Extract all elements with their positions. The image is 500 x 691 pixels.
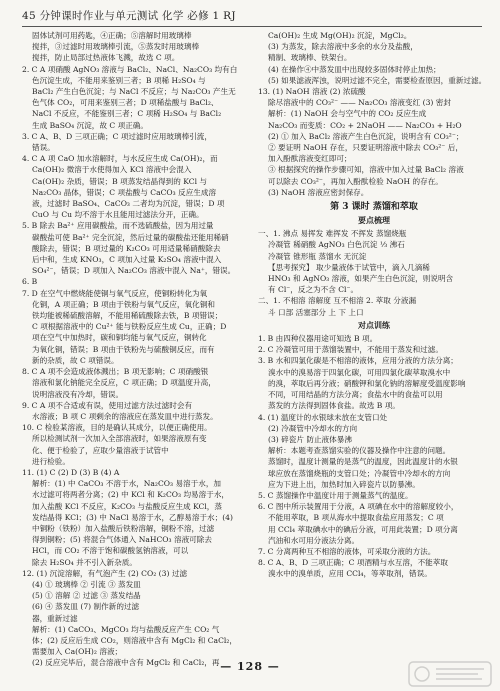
left-column-line: 3. C A、B、D 三项正确；C 项过滤时应用玻璃棒引流， <box>22 131 212 141</box>
key-point-line: 斗 口部 活塞部分 上 下 上口 <box>268 307 364 317</box>
right-column-line: 解析：(1) NaOH 会与空气中的 CO₂ 反应生成 <box>268 109 427 119</box>
key-point-line: 冷凝管 稀硝酸 AgNO₃ 白色沉淀 ⅓ 沸石 <box>268 240 405 250</box>
left-column-line: 10. C 检验某溶液，目的是确认其成分，以便正确使用。 <box>22 423 212 433</box>
right-column-line: ② 要证明 NaOH 存在，只要证明溶液中除去 CO₃²⁻ 后， <box>268 143 463 153</box>
left-column-line: 新的杂质，故 C 项错误。 <box>32 355 119 365</box>
left-column-line: CuO 与 Cu 均不溶于水且能用过滤法分开，正确。 <box>32 210 204 220</box>
left-column-line: 解析：(1) 中 CaCO₃ 不溶于水，Na₂CO₃ 易溶于水，加 <box>32 479 222 489</box>
page-header <box>22 8 482 27</box>
training-line: 8. C A、B、D 三项正确；C 项酒精与水互溶，不能萃取 <box>258 558 448 568</box>
key-point-line: 有 Cl⁻，反之为不含 Cl⁻。 <box>268 285 359 295</box>
right-column-line: (2) ① 加入 BaCl₂ 溶液产生白色沉淀，说明含有 CO₃²⁻； <box>268 131 464 141</box>
right-column-line: 精制、玻璃棒、铁架台。 <box>268 53 352 63</box>
left-column-line: 化、便于检验了，应取少量溶液于试管中 <box>32 445 169 455</box>
left-column-line: (4) ① 玻璃棒 ② 引流 ③ 蒸发皿 <box>32 579 141 589</box>
training-line: 不同，可用结晶的方法分离；食盐水中的食盐可以用 <box>268 390 443 400</box>
page-number: — 128 — <box>220 660 280 673</box>
training-line: (2) 冷凝管中冷却水的方向 <box>268 423 358 433</box>
left-column-line: 9. C A 项不合适或有误，使用过滤方法过滤时会有 <box>22 400 193 410</box>
training-line: 汽油和水可用分液法分离。 <box>268 535 360 545</box>
training-line: 解析：本题考查蒸馏实验的仪器及操作中注意的问题。 <box>268 446 451 456</box>
left-column-line: Ca(OH)₂ 杂质，错误；B 项蒸发结晶得到的 KCl 与 <box>32 176 208 186</box>
key-point-line: 冷凝管 锥形瓶 蒸馏水 无沉淀 <box>268 251 367 261</box>
section-subtitle-key-points: 要点梳理 <box>358 215 390 226</box>
left-column-line: 项在空气中加热时，碳和铜均能与氧气反应，铜转化 <box>32 333 207 343</box>
left-column-line: 搅拌，防止局部过热液体飞溅，故选 C 项。 <box>32 53 180 63</box>
right-column-line: (4) 在操作④中蒸发皿中出现较多固体时停止加热； <box>268 64 441 74</box>
left-column-line: 色沉淀生成，不能用来鉴别三者；B 项稀 H₂SO₄ 与 <box>32 75 206 85</box>
left-column-line: 碳酸盐可使 Ba²⁺ 完全沉淀，然后过量的碳酸盐还能用稀硝 <box>32 232 229 242</box>
left-column-line: 中铜粉（铁粉）加入盐酸后铁粉溶解，铜粉不溶，过滤 <box>32 523 215 533</box>
left-column-line: 得到铜粉；(5) 将混合气体通入 NaHCO₃ 溶液可除去 <box>32 535 212 545</box>
training-line: 2. C 冷凝管可用于蒸馏装置中，不能用于蒸发和过滤。 <box>258 345 443 355</box>
right-column-line: 除尽溶液中的 CO₃²⁻ —— Na₂CO₃ 溶液变红 (3) 密封 <box>268 98 451 108</box>
right-column-line: 13. (1) NaOH 溶液 (2) 浓硫酸 <box>258 87 366 97</box>
section-title: 第 3 课时 蒸馏和萃取 <box>330 202 418 213</box>
key-point-line: 【思考探究】 取少量液体于试管中，滴入几滴稀 <box>268 262 430 272</box>
left-column-line: 为氧化铜，错误；B 项由于铁粉先与硫酸铜反应，而有 <box>32 344 215 354</box>
training-line: 的溴，萃取后再分液；硝酸钾和氯化钠的溶解度受温度影响 <box>268 378 466 388</box>
left-column-line: HCl，而 CO₂ 不溶于饱和碳酸氢钠溶液，可以 <box>32 546 189 556</box>
left-column-line: 后中和，生成 KNO₃，C 项加入过量 K₂SO₄ 溶液中混入 <box>32 255 222 265</box>
training-line: 用 CCl₄ 萃取碘水中的碘后分液，可用此装置；D 项分离 <box>268 524 458 534</box>
left-column-line: 进行检验。 <box>32 456 70 466</box>
training-line: 球应放在蒸馏烧瓶的支管口处；冷凝管中冷却水的方向 <box>268 468 451 478</box>
right-column-line: ③ 根据探究的操作步骤可知，溶液中加入过量 BaCl₂ 溶液 <box>268 165 464 175</box>
left-column-line: 色气体 CO₂，可用来鉴别三者；D 项稀盐酸与 BaCl₂、 <box>32 98 219 108</box>
right-column-line: (5) 如果滤液浑浊，说明过滤不完全，需要检查原因，重新过滤。 <box>268 75 487 85</box>
training-line: 溴水中的溴单质，应用 CCl₄，等萃取剂，错误。 <box>268 569 432 579</box>
left-column-line: (2) 反应完毕后，混合溶液中含有 MgCl₂ 和 CaCl₂，再 <box>32 658 220 668</box>
right-column-answers <box>258 30 490 198</box>
left-column-line: 8. C A 项不会造成液体溅出；B 项无影响；C 项硝酸银 <box>22 367 209 377</box>
left-column <box>22 30 254 669</box>
left-column-line: 错误。 <box>32 143 55 153</box>
right-column-line: Ca(OH)₂ 生成 Mg(OH)₂ 沉淀，MgCl₂。 <box>268 31 412 40</box>
left-column-line: NaCl 不反应，不能鉴别三者；C 项稀 H₂SO₄ 与 BaCl₂ <box>32 109 222 119</box>
left-column-line: Na₂CO₃ 晶体，错误；C 项盐酸与 CaCO₃ 反应生成溶 <box>32 187 217 197</box>
left-column-line: 加入盐酸 KCl 不反应，K₂CO₃ 与盐酸反应生成 KCl，蒸 <box>32 501 222 511</box>
training-line: 溴水中的溴易溶于四氯化碳，可用四氯化碳萃取溴水中 <box>268 367 451 377</box>
left-column-line: 搅拌，③过滤时用玻璃棒引流，⑤蒸发时用玻璃棒 <box>32 42 200 52</box>
left-column-line: 器，重新过滤 <box>32 613 78 623</box>
left-column-line: 水溶液；B 项 C 项剩余的溶液应在蒸发皿中进行蒸发。 <box>32 411 218 421</box>
left-column-line: 5. B 除去 Ba²⁺ 应用碳酸盐，而不选硫酸盐，因为用过量 <box>22 221 214 231</box>
left-column-line: 2. C A 项硝酸 AgNO₃ 溶液与 BaCl₂、NaCl、Na₂CO₃ 均有白 <box>22 64 238 74</box>
left-column-line: 所以检测试剂一次加入全部溶液时，如果溶液原有变 <box>32 434 207 444</box>
left-column-line: 11. (1) C (2) D (3) B (4) A <box>22 467 120 477</box>
left-column-line: Ca(OH)₂ 微溶于水使得加入 KCl 溶液中会混入 <box>32 165 192 175</box>
left-column-line: 水过滤可将两者分离；(2) 中 KCl 和 K₂CO₃ 均易溶于水， <box>32 490 230 500</box>
training-line: 3. B 水和四氯化碳是不相溶的液体，应用分液的方法分离； <box>258 356 458 366</box>
left-column-line: 发结晶得 KCl；(3) 中 NaCl 易溶于水，乙醇易溶于水；(4) <box>32 512 233 522</box>
training-line: 蒸发的方法得到固体食盐。故选 B 项。 <box>268 401 400 411</box>
left-column-line: 除去 H₂SO₄ 并不引入新杂质。 <box>32 557 137 567</box>
left-column-line: 4. C A 项 CaO 加水溶解时，与水反应生成 Ca(OH)₂，而 <box>22 154 218 164</box>
watermark-logo-icon <box>408 661 492 687</box>
left-column-line: 固体试剂可用药匙，④正确；⑤溶解时用玻璃棒 <box>32 31 192 40</box>
training-line: 应为下进上出，加热时加入碎瓷片以防暴沸。 <box>268 479 420 489</box>
right-column-line: (3) NaOH 溶液应密封保存。 <box>268 187 369 197</box>
training-line: 6. C 图中所示装置用于分液，A 项碘在水中的溶解度较小， <box>258 502 459 512</box>
header-text: 45 分钟课时作业与单元测试 化学 必修 1 RJ <box>22 10 236 22</box>
training-line: 7. C 分离两种互不相溶的液体，可采取分液的方法。 <box>258 546 436 556</box>
left-column-line: 溶液和氯化钠能完全反应，C 项正确；D 项温度升高， <box>32 378 216 388</box>
right-column <box>258 30 490 580</box>
left-column-line: SO₄²⁻，错误；D 项加入 Na₂CO₃ 溶液中混入 Na⁺，错误。 <box>32 266 236 276</box>
training-line: 1. B 由四种仪器用途可知选 B 项。 <box>258 334 378 344</box>
section-subtitle-training: 对点训练 <box>358 319 390 330</box>
left-column-line: 液，过滤时 BaSO₄、CaCO₃ 二者均为沉淀，错误；D 项 <box>32 199 225 209</box>
left-column-line: C 项根据溶液中的 Cu²⁺ 能与铁粉反应生成 Cu，正确；D <box>32 322 227 332</box>
key-point-line: 一、1. 沸点 易挥发 难挥发 不挥发 蒸馏烧瓶 <box>258 229 407 239</box>
left-column-line: 生成 BaSO₄ 沉淀，故 C 项正确。 <box>32 120 148 130</box>
left-column-line: 6. B <box>22 277 38 287</box>
left-column-line: 体；(2) 反应后生成 CO₂，则溶液中含有 MgCl₂ 和 CaCl₂， <box>32 635 237 645</box>
training-answers <box>258 333 490 579</box>
key-point-line: HNO₃ 和 AgNO₃ 溶液，如果产生白色沉淀，则说明含 <box>268 274 454 284</box>
training-line: (3) 碎瓷片 防止液体暴沸 <box>268 434 352 444</box>
left-column-line: (6) ④ 蒸发皿 (7) 制作新的过滤 <box>32 602 140 612</box>
left-column-line: 说明溶液没有冷却，错误。 <box>32 389 124 399</box>
left-column-line: 12. (1) 沉淀溶解，有气泡产生 (2) CO₂ (3) 过滤 <box>22 568 188 578</box>
left-column-line: 化铜，A 项正确；B 项由于铁粉与氧气反应，氧化铜和 <box>32 299 215 309</box>
left-column-line: 酸除去，错误；B 项过量的 K₂CO₃ 可用适量稀硝酸除去 <box>32 243 221 253</box>
training-line: 蒸馏时，温度计测量的是蒸气的温度，因此温度计的水银 <box>268 457 458 467</box>
right-column-line: Na₂CO₃ 而变质：CO₂ + 2NaOH —— Na₂CO₃ + H₂O <box>268 120 462 130</box>
left-column-line: 需要加入 Ca(OH)₂ 溶液； <box>32 647 123 657</box>
key-points <box>258 228 490 318</box>
right-column-line: 可以除去 CO₃²⁻，再加入酚酞检验 NaOH 的存在。 <box>268 176 443 186</box>
left-column-line: BaCl₂ 产生白色沉淀；与 NaCl 不反应；与 Na₂CO₃ 产生无 <box>32 87 236 97</box>
left-column-line: (5) ① 溶解 ② 过滤 ③ 蒸发结晶 <box>32 591 141 601</box>
right-column-line: (3) 为蒸发，除去溶液中多余的水分及盐酸， <box>268 42 418 52</box>
training-line: 4. (1) 温度计的水银球未放在支管口处 <box>258 412 388 422</box>
left-column-line: 解析：(1) CaCO₃、MgCO₃ 均与盐酸反应产生 CO₂ 气 <box>32 624 220 634</box>
key-point-line: 二、1. 不相溶 溶解度 互不相溶 2. 萃取 分液漏 <box>258 296 417 306</box>
right-column-line: 加入酚酞溶液变红即可； <box>268 154 352 164</box>
training-line: 5. C 蒸馏操作中温度计用于测量蒸气的温度。 <box>258 490 413 500</box>
left-column-line: 7. D 在空气中燃烧能使铜与氧气反应，使铜粉转化为氧 <box>22 288 208 298</box>
training-line: 不能用萃取，B 项从海水中提取食盐应用蒸发；C 项 <box>268 513 444 523</box>
left-column-line: 铁均能被稀硫酸溶解，不能用稀硫酸除去铁，B 项错误； <box>32 311 223 321</box>
